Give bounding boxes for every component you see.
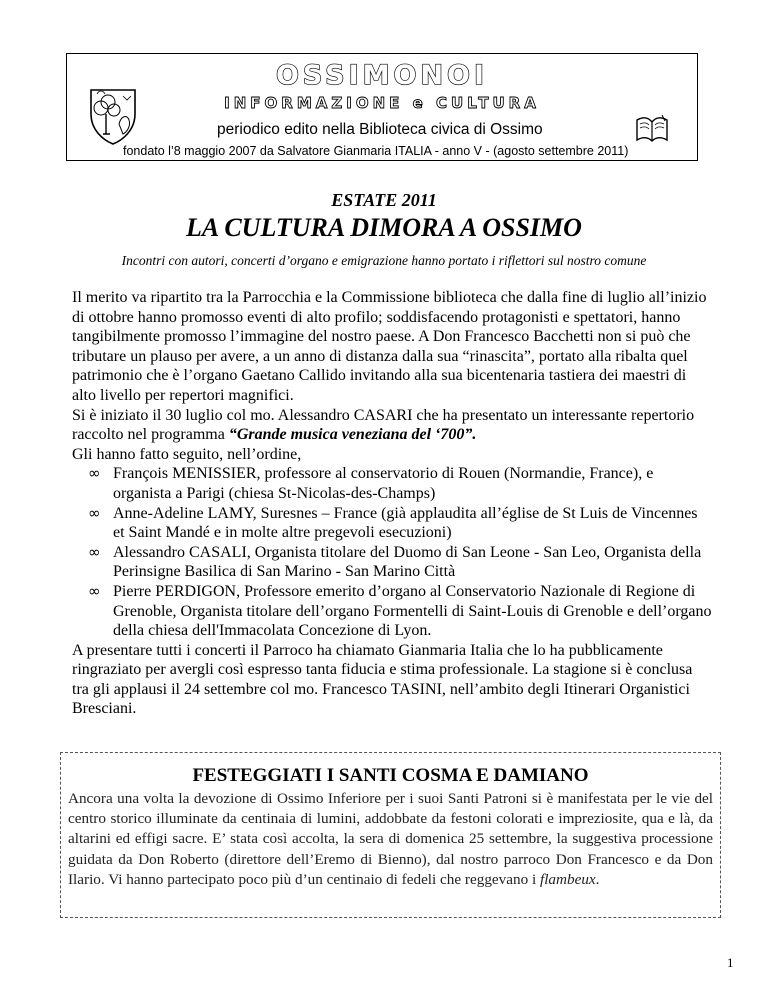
- paragraph: Il merito va ripartito tra la Parrocchia e la Commissione biblioteca che dalla fine di luglio all’inizio di ottobre hanno promosso eventi di alto profilo; soddisfacendo protagonisti e spettatori, hanno tangibilmente promosso l’immagine del nostro paese. A Don Francesco Bacchetti non si può che tributare un plauso per avere, a un anno di distanza dalla sua “rinascita”, portato alla ribalta quel patrimonio che è l’organo Gaetano Callido invitando alla sua bicentenaria tastiera dei maestri di alto livello per repertori magnifici.: [72, 289, 707, 404]
- box-title: FESTEGGIATI I SANTI COSMA E DAMIANO: [192, 765, 589, 786]
- organist-list: [72, 464, 712, 640]
- organist-entry: Pierre PERDIGON, Professore emerito d’organo al Conservatorio Nazionale di Regione di Grenoble, Organista titolare dell’organo Formentelli di Saint-Louis di Grenoble e dell’organo della chiesa dell'Immacolata Concezione di Lyon.: [113, 582, 712, 640]
- organist-entry: François MENISSIER, professore al conservatorio di Rouen (Normandie, France), e organista a Parigi (chiesa St-Nicolas-des-Champs): [113, 465, 654, 502]
- infinity-bullet-icon: ∞: [88, 464, 101, 483]
- masthead-subtitle: INFORMAZIONE e CULTURA: [224, 94, 540, 112]
- paragraph-program: [72, 406, 712, 445]
- saints-feast-box: [60, 752, 721, 918]
- program-intro: Si è iniziato il 30 luglio col mo. Alessandro CASARI che ha presentato un interessante repertorio raccolto nel programma: [72, 406, 695, 444]
- list-item: [72, 464, 712, 503]
- infinity-bullet-icon: ∞: [88, 581, 101, 600]
- article-headline: LA CULTURA DIMORA A OSSIMO: [186, 213, 582, 242]
- article-deck: Incontri con autori, concerti d’organo e emigrazione hanno portato i riflettori sul nostro comune: [121, 253, 647, 268]
- periodical-line: periodico edito nella Biblioteca civica di Ossimo: [217, 121, 543, 138]
- list-item: [72, 543, 712, 582]
- masthead-title: OSSIMONOI: [275, 60, 489, 91]
- program-title: “Grande musica veneziana del ‘700”.: [228, 426, 477, 444]
- article-kicker: ESTATE 2011: [331, 190, 437, 210]
- infinity-bullet-icon: ∞: [88, 542, 101, 561]
- founded-line: fondato l’8 maggio 2007 da Salvatore Gianmaria ITALIA - anno V - (agosto settembre 2011): [123, 144, 629, 158]
- paragraph: A presentare tutti i concerti il Parroco ha chiamato Gianmaria Italia che lo ha pubblicamente ringraziato per avergli così espresso tanta fiducia e stima professionale. La stagione si è conclusa tra gli applausi il 24 settembre col mo. Francesco TASINI, nell’ambito degli Itinerari Organistici Bresciani.: [72, 641, 693, 718]
- organist-entry: Alessandro CASALI, Organista titolare del Duomo di San Leone - San Leo, Organista della Perinsigne Basilica di San Marino - San Marino Città: [113, 543, 702, 581]
- organist-entry: Anne-Adeline LAMY, Suresnes – France (già applaudita all’église de St Luis de Vincennes et Saint Mandé e in molte altre pregevoli esecuzioni): [113, 504, 698, 542]
- list-item: [72, 504, 712, 543]
- infinity-bullet-icon: ∞: [88, 503, 101, 522]
- article-body: [72, 288, 712, 719]
- page-number: 1: [727, 955, 734, 970]
- list-item: [72, 582, 712, 641]
- box-text: Ancora una volta la devozione di Ossimo Inferiore per i suoi Santi Patroni si è manifestata per le vie del centro storico illuminate da centinaia di lumini, addobbate da festoni colorati e impreziosite, qua e là, da altarini ed effigi sacre. E’ stata così accolta, la sera di domenica 25 settembre, la suggestiva processione guidata da Don Roberto (direttore dell’Eremo di Bienno), dal nostro parroco Don Francesco e da Don Ilario. Vi hanno partecipato poco più d’un centinaio di fedeli che reggevano i flambeux.: [68, 790, 713, 888]
- open-book-icon: [634, 114, 670, 144]
- paragraph: Gli hanno fatto seguito, nell’ordine,: [72, 445, 302, 463]
- flambeux-word: flambeux: [539, 870, 596, 888]
- masthead: [66, 53, 698, 161]
